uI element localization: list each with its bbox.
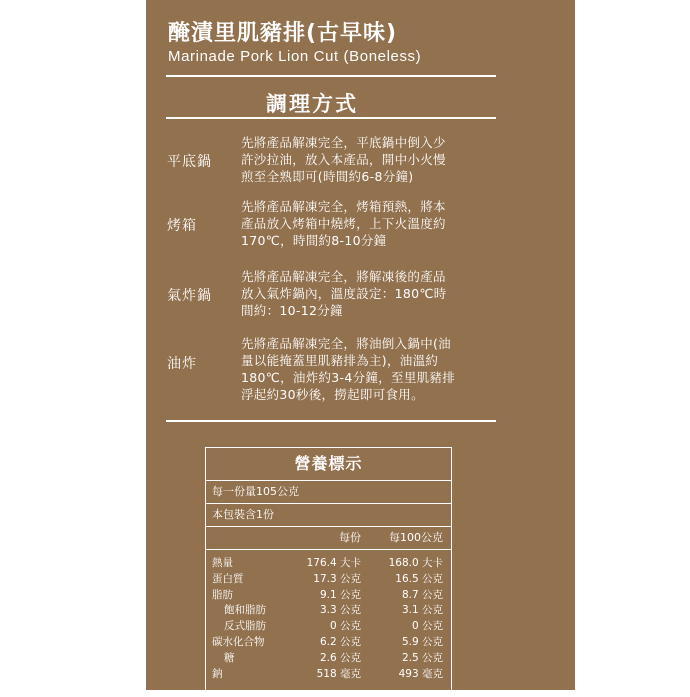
method-line: 煎至全熟即可(時間約6-8分鐘) bbox=[241, 169, 414, 184]
label-panel bbox=[146, 0, 575, 690]
method-line: 浮起約30秒後，撈起即可食用。 bbox=[241, 387, 424, 402]
value-per-serving: 0 公克 bbox=[329, 620, 361, 633]
method-line: 間約：10-12分鐘 bbox=[241, 303, 343, 318]
nutrition-row bbox=[206, 588, 451, 604]
value-per-serving: 6.2 公克 bbox=[319, 635, 361, 648]
value-per-100g: 16.5 公克 bbox=[395, 572, 443, 585]
servings-per-package: 本包裝含1份 bbox=[206, 504, 451, 527]
method-label: 氣炸鍋 bbox=[167, 288, 212, 304]
nutrition-column-headers bbox=[206, 527, 451, 550]
nutrient-name: 鈉 bbox=[212, 667, 223, 680]
nutrition-table bbox=[205, 447, 452, 697]
nutrient-name: 糖 bbox=[224, 651, 235, 664]
method-line: 放入氣炸鍋內，溫度設定：180℃時 bbox=[241, 286, 447, 301]
product-title-zh: 醃漬里肌豬排(古早味) bbox=[168, 21, 398, 46]
value-per-100g: 5.9 公克 bbox=[401, 635, 443, 648]
value-per-100g: 0 公克 bbox=[411, 620, 443, 633]
value-per-serving: 2.6 公克 bbox=[319, 651, 361, 664]
method-line: 先將產品解凍完全，烤箱預熱，將本 bbox=[241, 199, 446, 214]
method-line: 先將產品解凍完全，平底鍋中倒入少 bbox=[241, 135, 446, 150]
divider-cooking bbox=[166, 117, 496, 119]
method-line: 先將產品解凍完全，將油倒入鍋中(油 bbox=[241, 336, 451, 351]
method-label: 平底鍋 bbox=[167, 154, 212, 170]
serving-size: 每一份量105公克 bbox=[206, 481, 451, 504]
nutrition-row bbox=[206, 619, 451, 635]
col-per-serving: 每份 bbox=[339, 531, 361, 544]
value-per-serving: 3.3 公克 bbox=[319, 604, 361, 617]
nutrition-row bbox=[206, 651, 451, 667]
value-per-100g: 2.5 公克 bbox=[401, 651, 443, 664]
nutrition-row bbox=[206, 667, 451, 683]
nutrient-name: 蛋白質 bbox=[212, 572, 244, 585]
value-per-100g: 8.7 公克 bbox=[401, 588, 443, 601]
value-per-serving: 9.1 公克 bbox=[319, 588, 361, 601]
method-label: 油炸 bbox=[167, 356, 197, 372]
method-line: 先將產品解凍完全，將解凍後的產品 bbox=[241, 269, 446, 284]
nutrition-row bbox=[206, 635, 451, 651]
nutrition-title: 營養標示 bbox=[206, 448, 451, 481]
col-per-100g: 每100公克 bbox=[389, 531, 443, 544]
method-line: 170℃，時間約8-10分鐘 bbox=[241, 233, 387, 248]
method-label: 烤箱 bbox=[167, 218, 197, 234]
value-per-100g: 493 毫克 bbox=[398, 667, 443, 680]
nutrient-name: 反式脂肪 bbox=[224, 620, 266, 633]
nutrition-row bbox=[206, 556, 451, 572]
method-line: 量以能掩蓋里肌豬排為主)，油溫約 bbox=[241, 353, 439, 368]
value-per-100g: 168.0 大卡 bbox=[388, 557, 443, 569]
method-text bbox=[241, 198, 491, 249]
product-title-en: Marinade Pork Lion Cut (Boneless) bbox=[168, 48, 422, 65]
nutrition-row bbox=[206, 603, 451, 619]
value-per-serving: 17.3 公克 bbox=[313, 572, 361, 585]
method-text bbox=[241, 134, 491, 185]
method-text bbox=[241, 268, 491, 319]
nutrition-row bbox=[206, 572, 451, 588]
nutrient-name: 脂肪 bbox=[212, 588, 233, 601]
divider-top bbox=[166, 75, 496, 77]
nutrient-name: 碳水化合物 bbox=[212, 635, 265, 648]
cooking-section-title: 調理方式 bbox=[266, 92, 358, 116]
nutrient-name: 飽和脂肪 bbox=[224, 604, 266, 617]
method-line: 180℃，油炸約3-4分鐘，至里肌豬排 bbox=[241, 370, 456, 385]
nutrient-name: 熱量 bbox=[212, 557, 233, 569]
value-per-serving: 518 毫克 bbox=[316, 667, 361, 680]
value-per-serving: 176.4 大卡 bbox=[306, 557, 361, 569]
method-text bbox=[241, 335, 491, 403]
method-line: 產品放入烤箱中燒烤，上下火溫度約 bbox=[241, 216, 446, 231]
method-line: 許沙拉油，放入本產品，開中小火慢 bbox=[241, 152, 446, 167]
value-per-100g: 3.1 公克 bbox=[401, 604, 443, 617]
divider-bottom bbox=[166, 420, 496, 422]
